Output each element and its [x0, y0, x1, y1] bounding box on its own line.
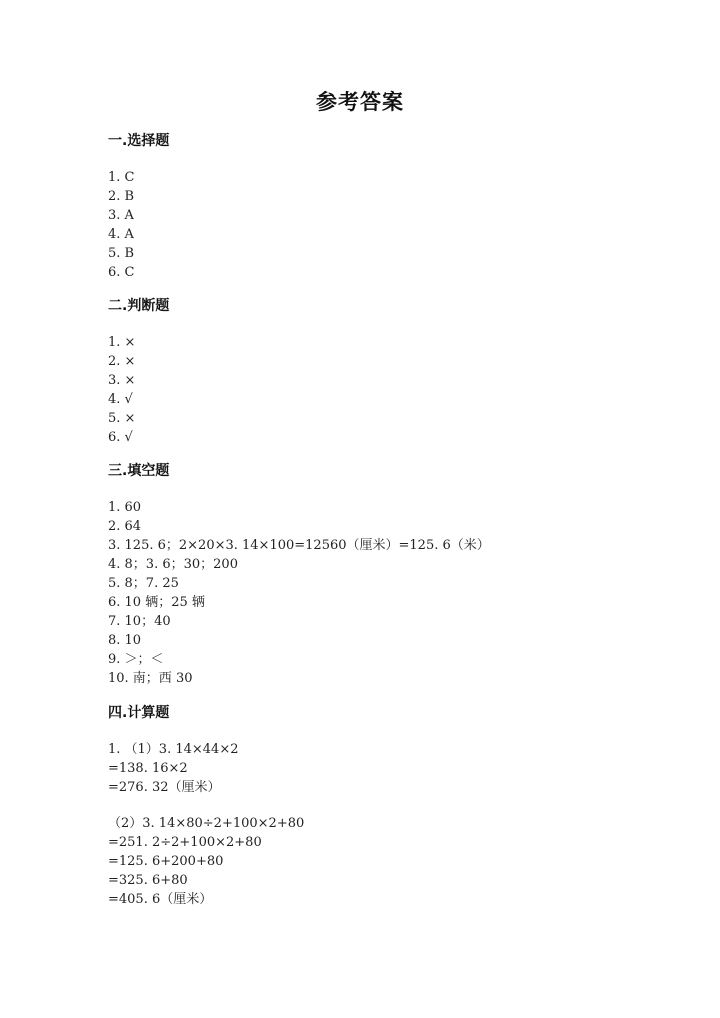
calc-line: =325. 6+80	[108, 873, 188, 888]
section-heading: 三.填空题	[108, 463, 170, 479]
answer-line: 5. ×	[108, 411, 136, 426]
calc-line: =138. 16×2	[108, 761, 188, 776]
answer-line: 1. ×	[108, 335, 136, 350]
section-heading: 四.计算题	[108, 705, 170, 721]
answer-line: 5. B	[108, 246, 135, 261]
answer-line: 7. 10；40	[108, 614, 171, 629]
answer-line: 4. 8；3. 6；30；200	[108, 557, 238, 572]
calc-line: =251. 2÷2+100×2+80	[108, 835, 262, 850]
calc-spacer	[108, 797, 668, 814]
calc-line: =276. 32（厘米）	[108, 780, 221, 795]
page-title: 参考答案	[316, 90, 404, 114]
section-multiple-choice	[108, 132, 668, 282]
answer-line: 2. ×	[108, 354, 136, 369]
section-true-false	[108, 297, 668, 447]
answer-line: 9. ＞；＜	[108, 652, 164, 667]
answer-line: 1. C	[108, 170, 135, 185]
answer-line: 4. √	[108, 392, 133, 407]
answer-line: 1. 60	[108, 500, 142, 515]
answer-line: 6. √	[108, 430, 133, 445]
section-calculation	[108, 704, 668, 909]
calc-line: （2）3. 14×80÷2+100×2+80	[108, 816, 305, 831]
section-heading: 二.判断题	[108, 298, 170, 314]
section-heading: 一.选择题	[108, 133, 170, 149]
answer-line: 6. 10 辆；25 辆	[108, 595, 205, 610]
answer-line: 4. A	[108, 227, 134, 242]
answer-line: 3. ×	[108, 373, 136, 388]
answer-line: 5. 8；7. 25	[108, 576, 179, 591]
answer-line: 6. C	[108, 265, 135, 280]
answer-line: 3. A	[108, 208, 134, 223]
answer-line: 2. B	[108, 189, 135, 204]
section-fill-in-blank	[108, 462, 668, 688]
answer-line: 10. 南；西 30	[108, 671, 193, 686]
answer-line: 2. 64	[108, 519, 142, 534]
calc-line: 1. （1）3. 14×44×2	[108, 742, 239, 757]
answer-line: 3. 125. 6；2×20×3. 14×100=12560（厘米）=125. 6（米）	[108, 538, 490, 553]
answer-line: 8. 10	[108, 633, 142, 648]
calc-line: =405. 6（厘米）	[108, 892, 213, 907]
calc-line: =125. 6+200+80	[108, 854, 224, 869]
